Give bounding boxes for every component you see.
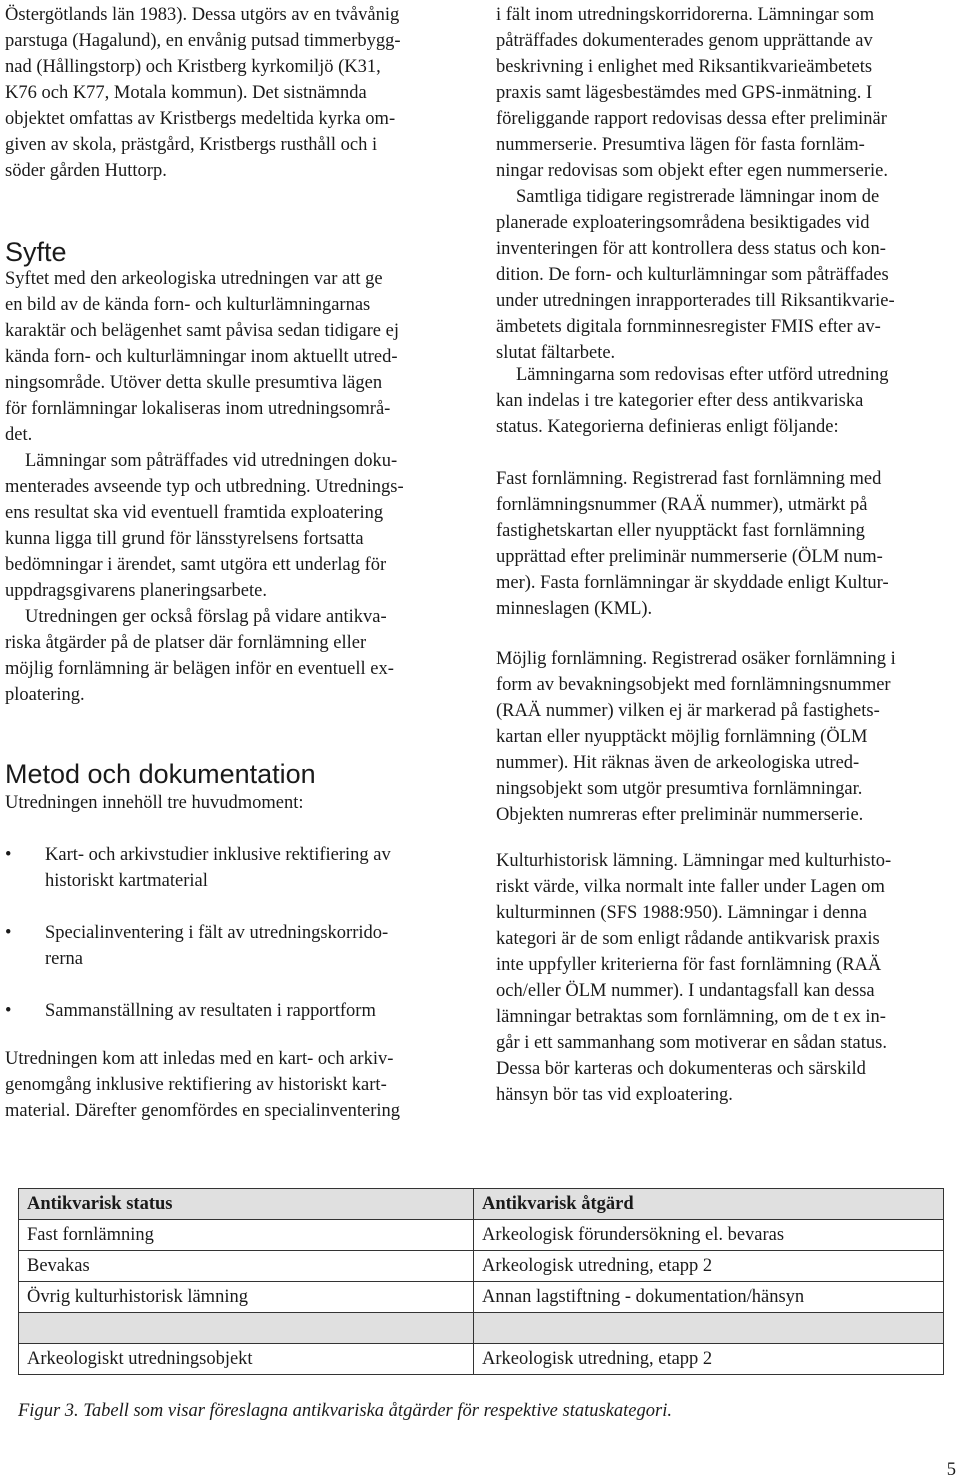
table-row [19, 1220, 944, 1251]
bullet-icon: • [5, 923, 12, 943]
table-header-row [19, 1189, 944, 1220]
metod-intro: Utredningen innehöll tre huvudmoment: [5, 793, 304, 813]
list-item: • Sammanställning av resultaten i rapportform [5, 998, 465, 1024]
table-cell: Övrig kulturhistorisk lämning [19, 1282, 474, 1313]
table-row [19, 1344, 944, 1375]
right-paragraph-1: i fält inom utredningskorridorerna. Lämningar som påträffades dokumenterades genom upprättande av beskrivning i enlighet med Riksantikvarieämbetets praxis samt lägesbestämdes med GPS-inmätning. I föreliggande rapport redovisas dessa efter preliminär nummerserie. Presumtiva lägen för fasta fornläm- ningar redovisas som objekt efter egen nummerserie. [496, 5, 888, 181]
right-paragraph-2: Samtliga tidigare registrerade lämningar inom de planerade exploateringsområdena besiktigades vid inventeringen för att kontrollera dess status och kon- dition. De forn- och kulturlämningar som påträffades under utredningen inrapporterades till Riksantikvarie- ämbetets digitala fornminnesregister FMIS efter av- slutat fältarbete. [496, 187, 895, 363]
table-row [19, 1313, 944, 1344]
page-number: 5 [946, 1460, 956, 1480]
table-cell [19, 1313, 474, 1344]
list-item: • Specialinventering i fält av utredningskorrido- rerna [5, 920, 465, 972]
table-header-cell: Antikvarisk åtgärd [474, 1189, 944, 1220]
table-cell: Arkeologiskt utredningsobjekt [19, 1344, 474, 1375]
table-cell: Bevakas [19, 1251, 474, 1282]
metod-bullet-list [5, 842, 465, 1024]
table-cell: Arkeologisk utredning, etapp 2 [474, 1344, 944, 1375]
table-cell: Fast fornlämning [19, 1220, 474, 1251]
metod-heading: Metod och dokumentation [5, 759, 316, 789]
syfte-paragraph-3: Utredningen ger också förslag på vidare antikva- riska åtgärder på de platser där fornlämning eller möjlig fornlämning är belägen inför en eventuell ex- ploatering. [5, 607, 394, 705]
right-paragraph-3: Lämningarna som redovisas efter utförd utredning kan indelas i tre kategorier efter dess antikvariska status. Kategorierna definieras enligt följande: [496, 365, 889, 437]
table-header-cell: Antikvarisk status [19, 1189, 474, 1220]
list-item: • Kart- och arkivstudier inklusive rektifiering av historiskt kartmaterial [5, 842, 465, 894]
table-cell: Arkeologisk förundersökning el. bevaras [474, 1220, 944, 1251]
syfte-paragraph-2: Lämningar som påträffades vid utredningen doku- menterades avseende typ och utbredning. Utrednings- ens resultat ska vid eventuell framtida exploatering kunna ligga till grund för länsstyrelsens fortsatta bedömningar i ärendet, samt utgöra ett underlag för uppdragsgivarens planeringsarbete. [5, 451, 404, 601]
metod-paragraph-2: Utredningen kom att inledas med en kart- och arkiv- genomgång inklusive rektifiering av historiskt kart- material. Därefter genomfördes en specialinventering [5, 1049, 401, 1121]
intro-paragraph: Östergötlands län 1983). Dessa utgörs av en tvåvånig parstuga (Hagalund), en envånig putsad timmerbygg- nad (Hållingstorp) och Kristberg kyrkomiljö (K31, K76 och K77, Motala kommun). Det sistnämnda objektet omfattas av Kristbergs medeltida kyrka om- given av skola, prästgård, Kristbergs rusthåll och i söder gården Huttorp. [5, 5, 401, 181]
table-row [19, 1282, 944, 1313]
status-table [18, 1188, 944, 1375]
table-cell: Arkeologisk utredning, etapp 2 [474, 1251, 944, 1282]
bullet-icon: • [5, 1001, 12, 1021]
category-mojlig-fornlamning: Möjlig fornlämning. Registrerad osäker fornlämning i form av bevakningsobjekt med fornlämningsnummer (RAÄ nummer) vilken ej är markerad på fastighets- kartan eller nyupptäckt möjlig fornlämning (ÖLM nummer). Hit räknas även de arkeologiska utred- ningsobjekt som utgör presumtiva fornlämningar. Objekten numreras efter preliminär nummerserie. [496, 649, 896, 825]
table-row [19, 1251, 944, 1282]
category-fast-fornlamning: Fast fornlämning. Registrerad fast fornlämning med fornlämningsnummer (RAÄ nummer), utmärkt på fastighetskartan eller nyupptäckt fast fornlämning upprättad efter preliminär nummerserie (ÖLM num- mer). Fasta fornlämningar är skyddade enligt Kultur- minneslagen (KML). [496, 469, 889, 619]
syfte-heading: Syfte [5, 237, 67, 267]
figure-caption: Figur 3. Tabell som visar föreslagna antikvariska åtgärder för respektive statuskategori. [18, 1401, 672, 1421]
table-cell [474, 1313, 944, 1344]
table-cell: Annan lagstiftning - dokumentation/hänsyn [474, 1282, 944, 1313]
category-kulturhistorisk-lamning: Kulturhistorisk lämning. Lämningar med kulturhisto- riskt värde, vilka normalt inte faller under Lagen om kulturminnen (SFS 1988:950). Lämningar i denna kategori är de som enligt rådande antikvarisk praxis inte uppfyller kriterierna för fast fornlämning (RAÄ och/eller ÖLM nummer). I undantagsfall kan dessa lämningar betraktas som fornlämning, om de t ex in- går i ett sammanhang som motiverar en sådan status. Dessa bör karteras och dokumenteras och särskild hänsyn bör tas vid exploatering. [496, 851, 892, 1105]
syfte-paragraph-1: Syftet med den arkeologiska utredningen var att ge en bild av de kända forn- och kulturlämningarnas karaktär och belägenhet samt påvisa sedan tidigare ej kända forn- och kulturlämningar inom aktuellt utred- ningsområde. Utöver detta skulle presumtiva lägen för fornlämningar lokaliseras inom utredningsområ- det. [5, 269, 399, 445]
bullet-icon: • [5, 845, 12, 865]
